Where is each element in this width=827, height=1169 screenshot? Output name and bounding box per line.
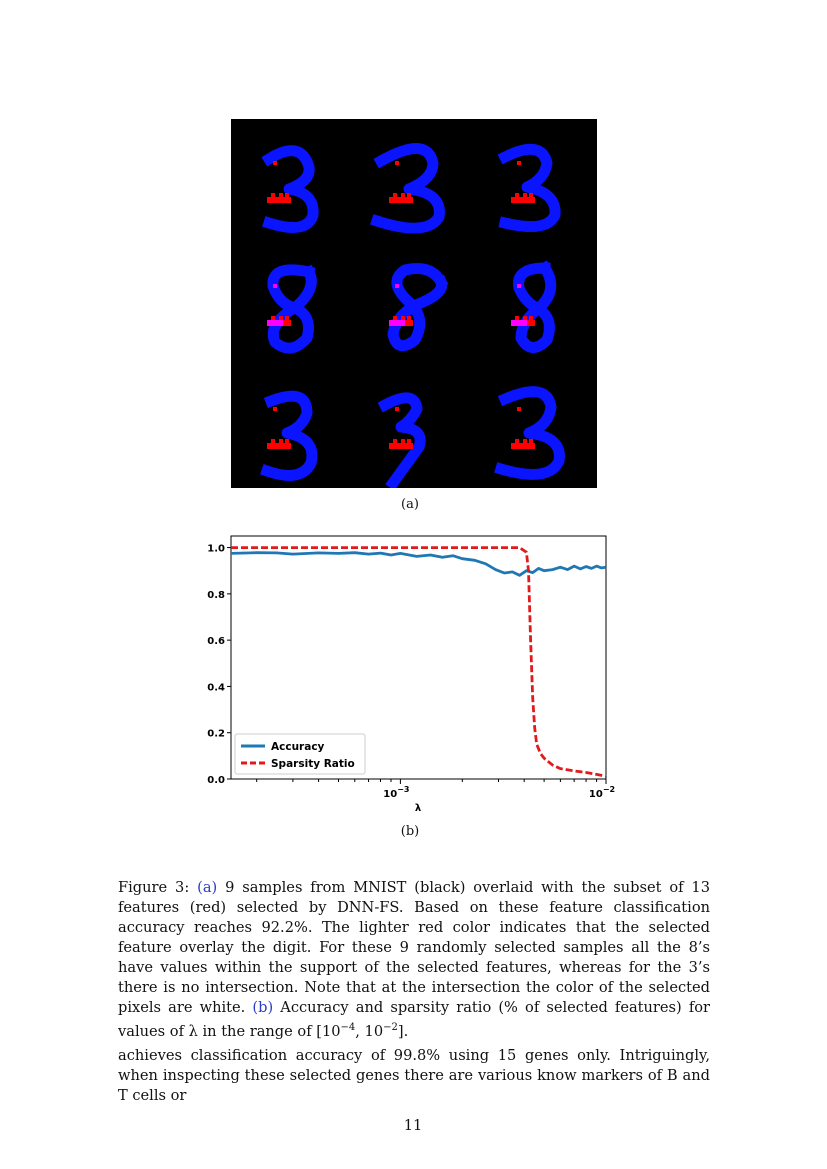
feature-pixel [393, 316, 397, 320]
feature-cluster [389, 443, 413, 449]
feature-pixel [517, 284, 521, 288]
feature-cluster [511, 443, 535, 449]
y-tick-label: 1.0 [207, 543, 225, 555]
caption-exp1: −4 [340, 1022, 356, 1033]
caption-exp2: −2 [383, 1022, 398, 1033]
caption-prefix: Figure 3: [118, 879, 198, 896]
accuracy-sparsity-chart [190, 528, 630, 818]
feature-pixel [517, 407, 521, 411]
feature-pixel [273, 161, 277, 165]
feature-pixel [407, 316, 411, 320]
feature-cluster [389, 197, 413, 203]
subfigure-b-label: (b) [400, 824, 420, 839]
feature-pixel [393, 439, 397, 443]
feature-pixel [279, 439, 283, 443]
feature-pixel [407, 193, 411, 197]
feature-pixel [529, 193, 533, 197]
caption-end: ]. [397, 1022, 409, 1040]
x-tick-label: $10^{-3}$ [383, 785, 410, 800]
y-tick-label: 0.8 [207, 589, 225, 601]
feature-pixel [285, 439, 289, 443]
feature-pixel [283, 320, 291, 326]
subfigure-a-label: (a) [401, 497, 419, 512]
feature-pixel [395, 284, 399, 288]
feature-cluster [511, 197, 535, 203]
feature-pixel [527, 320, 535, 326]
y-tick-label: 0.6 [207, 636, 225, 648]
figure-caption [118, 878, 710, 1042]
caption-link-a[interactable]: (a) [197, 879, 218, 896]
feature-pixel [285, 316, 289, 320]
feature-pixel [523, 439, 527, 443]
feature-cluster [267, 443, 291, 449]
feature-pixel [401, 193, 405, 197]
feature-pixel [271, 439, 275, 443]
feature-pixel [285, 193, 289, 197]
legend [235, 734, 365, 774]
feature-pixel [405, 320, 413, 326]
caption-mid: , 10 [355, 1022, 384, 1040]
feature-pixel [273, 407, 277, 411]
accuracy-line [231, 553, 606, 576]
feature-pixel [517, 161, 521, 165]
feature-pixel [271, 193, 275, 197]
caption-part-b: Accuracy and sparsity ratio (% of selected features) for values of λ in the range of [10 [118, 999, 711, 1040]
feature-pixel [279, 316, 283, 320]
feature-cluster [267, 197, 291, 203]
feature-pixel [395, 407, 399, 411]
feature-pixel [393, 193, 397, 197]
legend-sparsity-label: Sparsity Ratio [271, 758, 355, 770]
y-tick-label: 0.0 [207, 775, 225, 786]
feature-pixel [407, 439, 411, 443]
feature-pixel [515, 439, 519, 443]
feature-pixel [401, 316, 405, 320]
body-paragraph: achieves classification accuracy of 99.8% using 15 genes only. Intriguingly, when inspecting these selected genes there are various know markers of B and T cells or [118, 1047, 710, 1104]
feature-pixel [523, 316, 527, 320]
feature-pixel [271, 316, 275, 320]
caption-link-b[interactable]: (b) [252, 999, 274, 1016]
x-tick-label: $10^{-2}$ [588, 785, 616, 800]
y-tick-label: 0.4 [207, 682, 225, 694]
feature-pixel [401, 439, 405, 443]
feature-pixel [523, 193, 527, 197]
feature-pixel [529, 316, 533, 320]
x-axis-label: λ [414, 803, 422, 814]
feature-pixel [279, 193, 283, 197]
feature-pixel [529, 439, 533, 443]
mnist-samples-image [231, 119, 597, 488]
feature-pixel [395, 161, 399, 165]
feature-pixel [273, 284, 277, 288]
feature-pixel [515, 193, 519, 197]
page-number: 11 [403, 1117, 423, 1134]
legend-accuracy-label: Accuracy [271, 741, 325, 753]
y-tick-label: 0.2 [207, 728, 225, 740]
caption-part-a: 9 samples from MNIST (black) overlaid with the subset of 13 features (red) selected by DNN-FS. Based on these feature classification accuracy reaches 92.2%. The lighter red color indicates that the selected feature overlay the digit. For these 9 randomly selected samples all the 8’s have values within the support of the selected features, whereas for the 3’s there is no intersection. Note that at the intersection the color of the selected pixels are white. [118, 879, 710, 1016]
feature-pixel [515, 316, 519, 320]
